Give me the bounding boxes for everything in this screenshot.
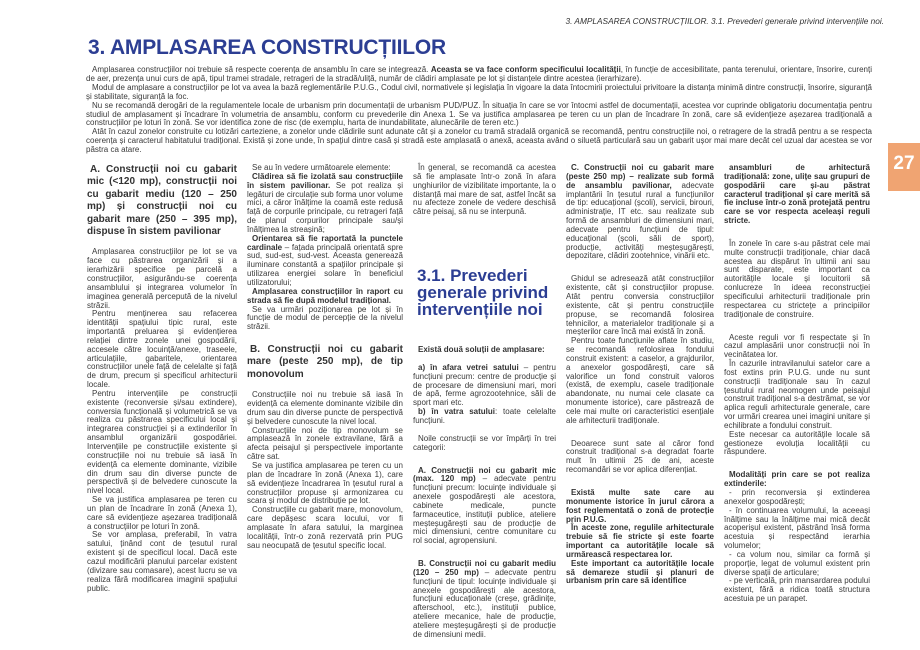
paragraph <box>724 577 870 604</box>
text-run: Construcțiile noi nu trebuie să iasă în evidență ca elemente dominante vizibile din drum sau din diverse puncte de perspectivă și belvedere cunoscute la nivel local. <box>247 390 403 426</box>
paragraph <box>724 507 870 551</box>
text-run: În zonele în care s-au păstrat cele mai multe construcții tradiționale, chiar dacă acestea au dispărut în ultimii ani sau sunt disparate, este important ca autoritățile locale și locuitorii să conlucreze în ideea reconstrucției specificului arhitecturii tradiționale prin respectarea cu strictețe a principiilor tradiționale de construire. <box>724 238 870 319</box>
paragraph <box>87 496 237 531</box>
paragraph <box>247 173 403 235</box>
bold-text: Este important ca autoritățile locale să demareze studii și planuri de urbanism prin care să identifice <box>566 558 714 586</box>
text-run: B. Construcții noi cu gabarit mare (peste 250 mp), de tip monovolum <box>247 344 403 380</box>
paragraph <box>247 235 403 288</box>
paragraph <box>724 360 870 431</box>
bold-text: Există multe sate care au monumente istorice în jurul cărora a fost reglementată o zonă de protecție prin P.U.G. <box>566 488 714 524</box>
text-run: – adecvate pentru funcțiuni precum: locuințe individuale și anexele gospodărești ale acestora, cabinete medicale, puncte farmaceutice, instituții publice, ateliere meșteșugărești sau de producție de mici dimensiuni, centre comunitare cu rol social, agropensiuni. <box>413 474 556 546</box>
text-run: Pentru menținerea sau refacerea identității spațiului tipic rural, este importantă preluarea și evidențierea relației dintre zonele unei gospodării, accesele către locuință/anexe, traseele, articulațiile, gabaritele, orientarea construcțiilor unele față de celelalte și față de drum, precum și specificul arhitecturii locale. <box>87 309 237 390</box>
paragraph <box>566 337 714 425</box>
text-run: Nu se recomandă derogări de la regulamentele locale de urbanism prin documentații de urbanism PUD/PUZ. În situația în care se vor întocmi astfel de documentații, acestea vor cuprinde obligatoriu documentația pentru studiul de amplasament și încadrare în volumetria de ansamblu, conform cu prevederile din Anexa 1. Se va justifica amplasarea pe teren cu un plan de încadrare în zonă, care să evidențieze așezarea tradițională a construcțiilor pe loturi în zonă. Se vor identifica zone de risc (de exemplu, harta de inundabilitate, alunecările de teren etc.) <box>86 100 872 128</box>
paragraph <box>87 310 237 390</box>
paragraph <box>247 306 403 333</box>
text-run: 3.1. Prevederi generale privind intervențiile noi <box>417 266 549 320</box>
paragraph <box>566 560 714 587</box>
text-run: Se vor amplasa, preferabil, în vatra satului, ținând cont de țesutul rural existent și de specificul local. Dacă este cazul modificării planului parcelar existent (divizare sau comasare), acest lucru se va realiza fără modificarea imaginii spațiului public. <box>87 530 237 593</box>
bold-text: Clădirea să fie izolată sau construcțiile în sistem pavilionar. <box>247 171 403 190</box>
bold-text: Amplasarea construcțiilor în raport cu strada să fie după modelul tradițional. <box>247 286 403 305</box>
text-run: În cazurile intravilanului satelor care a fost extins prin P.U.G. unde nu sunt construcții tradiționale sau în cazul țesutului rural neomogen unde peisajul construit tradițional s-a destrămat, se vor aplica reguli arhitecturale generale, care vor urmări crearea unei imagini unitare și echilibrate a fondului construit. <box>724 359 870 430</box>
paragraph <box>247 427 403 462</box>
text-run: Se au în vedere următoarele elemente: <box>252 163 391 172</box>
section-heading <box>247 344 403 381</box>
text-run: Se va justifica amplasarea pe teren cu un plan de încadrare în zonă (Anexa 1), care să evidențieze încadrarea în țesutul rural a construcțiilor propuse și armonizarea cu scara și modul de distribuție pe lot. <box>247 461 403 506</box>
text-run: – adecvate pentru funcțiuni de tipul: locuințe individuale și anexele gospodărești ale acestora, funcțiuni educaționale (creșe, grădinițe, afterschool, etc.), instituții publice, ateliere mecanice, hale de producție, ateliere meșteșugărești și de producție de dimensiuni medii. <box>413 567 556 639</box>
bold-text: Orientarea să fie raportată la punctele cardinale <box>247 233 403 252</box>
paragraph <box>247 506 403 550</box>
bold-text: Aceasta se va face conform specificului localității <box>430 65 621 74</box>
intro-paragraph <box>86 102 872 129</box>
paragraph <box>247 391 403 426</box>
text-run: – pentru funcțiuni precum: centre de producție și de procesare de dimensiuni mari, mori de apă, ferme agrozootehnice, săli de sport mari etc. <box>413 362 556 408</box>
text-column-1 <box>87 164 237 640</box>
text-run: ansambluri de arhitectură tradițională: zone, ulițe sau grupuri de gospodării care și-au păstrat caracterul tradițional și care merită să fie incluse într-o zonă protejată pentru care se vor respecta aceleași reguli stricte. <box>724 163 870 226</box>
bold-text: B. Construcții noi cu gabarit mediu (120 – 250 mp) <box>413 559 556 577</box>
subchapter-heading <box>417 267 556 318</box>
text-run: : toate celelalte funcțiuni. <box>413 407 557 425</box>
text-column-2 <box>247 164 403 640</box>
paragraph <box>566 440 714 475</box>
text-run: Atât în cazul zonelor construite cu lotizări carteziene, a zonelor unde clădirile sunt adunate cât și a zonelor cu tramă stradală organică se recomandă, pentru construcțiile noi, o retragere de la stradă pentru a se respecta coerența și caracterul habitatului tradițional. Există și zone unde, în spațiul dintre casă și stradă este amplasată o anexă, aceasta având o siluetă particulară sau un gabarit ușor mai mare decât cel uzual dar acestea se vor păstra ca atare. <box>86 127 872 155</box>
paragraph <box>413 467 556 547</box>
text-run: Pentru toate funcțiunile aflate în studiu, se recomandă refolosirea fondului construit existent: a caselor, a grajdurilor, a anexelor gospodărești, care să valorifice un fond construit valoros (există, de exemplu, casele tradiționale abandonate, nu numai cele clasate ca monumente istorice), care păstrează de cele mai multe ori caracteristici esențiale ale arhitecturii tradiționale. <box>566 336 714 425</box>
intro-paragraph <box>86 84 872 102</box>
text-run: Amplasarea construcțiilor pe lot se va face cu păstrarea organizării și a ierarhizării specifice pe parcelă a construcțiilor, asigurându-se coerența ansamblului și integrarea volumelor în imaginea generală percepută de la nivelul străzii. <box>87 247 237 310</box>
text-run: A. Construcții noi cu gabarit mic (<120 mp), construcții noi cu gabarit mediu (120 – 250 mp) și construcții noi cu gabarit mare (250 – 395 mp), dispuse în sistem pavilionar <box>87 164 237 238</box>
intro-text <box>86 66 872 155</box>
paragraph <box>566 524 714 559</box>
bold-text: C. Construcții noi cu gabarit mare (peste 250 mp) – realizate sub formă de ansamblu pavilionar, <box>566 163 714 190</box>
paragraph <box>247 462 403 506</box>
text-run: - în continuarea volumului, la aceeași înălțime sau la înălțime mai mică decât acoperișul existent, păstrând însă forma acestuia și respectând ierarhia volumelor; <box>724 505 870 551</box>
paragraph <box>566 275 714 337</box>
text-run: - prin reconversia și extinderea anexelor gospodărești; <box>724 488 870 506</box>
bold-text: Modalități prin care se pot realiza extinderile: <box>724 470 870 489</box>
text-run: , în funcție de accesibilitate, panta terenului, orientare, însorire, curenți de aer, prezența unui curs de apă, tipul tramei stradale, retrageri de la stradă/uliță, număr de clădiri amplasate pe lot și distanțele dintre acestea (ierarhizare). <box>86 65 872 83</box>
text-run: Noile construcții se vor împărți în trei categorii: <box>413 433 556 452</box>
text-run: adecvate implantării în țesutul rural a funcțiunilor de tip: educațional (școli), servicii, birouri, administrație, IT etc. sau realizate sub formă de ansambluri de dimensiuni mari, adecvate pentru funcțiuni de tipul: educațional (școli, săli de sport), producție, activități meșteșugărești, depozitare, clădiri zootehnice, vinării etc. <box>566 180 714 261</box>
intro-paragraph <box>86 66 872 84</box>
text-run: - ca volum nou, similar ca formă și proporție, legat de volumul existent prin diverse spații de articulare; <box>724 549 870 577</box>
text-column-3 <box>413 164 556 640</box>
text-column-5 <box>724 164 870 640</box>
page-number-tab <box>888 143 920 191</box>
text-run: Ghidul se adresează atât construcțiilor existente, cât și construcțiilor propuse. Atât pentru conversia construcțiilor existente, cât și pentru construcțiile propuse, se recomandă folosirea tehnicilor, a materialelor tradiționale și a meșterilor care încă mai există în zonă. <box>566 274 714 337</box>
text-run: Se pot realiza și legături de circulație sub forma unor volume mici, a căror înălțime la coamă este redusă față de corpurile principale, cu retrageri față de planul corpurilor principale sau/și înălțimea la streașină; <box>247 180 403 234</box>
bold-text: A. Construcții noi cu gabarit mic (max. 120 mp) <box>413 465 556 484</box>
text-run: Se va urmări poziționarea pe lot și în funcție de modul de percepție de la nivelul străzii. <box>247 304 403 332</box>
bold-paragraph <box>724 164 870 226</box>
text-run: Pentru intervențiile pe construcții existente (reconversie și/sau extindere), conversia funcțională și volumetrică se va realiza cu păstrarea specificului local și integrarea construcției și a extinderilor în ansamblul organizării gospodăriei. Intervențiile pe construcțiile existente și construcțiile noi nu trebuie să iasă în evidență ca elemente dominante, vizibile din drum sau din diverse puncte de perspectivă și de belvedere cunoscute la nivel local. <box>87 388 237 496</box>
paragraph <box>413 560 556 640</box>
paragraph <box>724 334 870 361</box>
text-run: Construcțiile cu gabarit mare, monovolum, care depășesc scara locului, vor fi amplasate în afara satului, la marginea localității, într-o zonă rezervată prin PUG sau neocupată de țesutul specific local. <box>247 505 403 550</box>
text-run: Deoarece sunt sate al căror fond construit tradițional s-a degradat foarte mult în ultimii 25 de ani, aceste recomandări se vor aplica diferențiat. <box>566 438 714 475</box>
bold-text: b) în vatra satului <box>418 407 496 417</box>
paragraph <box>724 431 870 458</box>
paragraph <box>413 364 556 408</box>
paragraph <box>413 408 556 426</box>
paragraph <box>87 531 237 593</box>
paragraph <box>247 288 403 306</box>
running-header: 3. AMPLASAREA CONSTRUCȚIILOR. 3.1. Prevederi generale privind intervențiile noi. <box>565 16 884 26</box>
page-title: 3. AMPLASAREA CONSTRUCȚIILOR <box>88 36 447 59</box>
text-run: Este necesar ca autoritățile locale să gestioneze evoluția localității cu răspundere. <box>724 429 870 457</box>
paragraph <box>566 164 714 261</box>
text-run: Există două soluții de amplasare: <box>418 345 545 355</box>
text-run: - pe verticală, prin mansardarea podului existent, fără a ridica toată structura acestuia pe un parapet. <box>724 576 870 604</box>
paragraph <box>413 435 556 453</box>
text-run: Construcțiile noi de tip monovolum se amplasează în zonele extravilane, fără a afecta peisajul și perspectivele importante către sat. <box>247 425 403 462</box>
text-run: În general, se recomandă ca acestea să fie amplasate într-o zonă în afara unghiurilor de vizibilitate importante, la o distanță mai mare de sat, astfel încât sa nu afecteze zonele de vedere deschisă către peisaj, să nu se interpună. <box>413 163 556 217</box>
paragraph <box>724 551 870 578</box>
bold-paragraph <box>413 346 556 355</box>
intro-paragraph <box>86 128 872 155</box>
body-columns <box>87 164 873 640</box>
page-number: 27 <box>893 153 915 174</box>
text-run: Amplasarea construcțiilor noi trebuie să respecte coerența de ansamblu în care se integrează. <box>92 65 431 74</box>
paragraph <box>566 489 714 524</box>
list-heading <box>724 471 870 489</box>
text-run: Modul de amplasare a construcțiilor pe lot va avea la bază reglementările P.U.G., Codul civil, normativele și legislația în vigoare la data întocmirii proiectului privitoare la distanța minimă dintre construcții, însorire, siguranță și stabilitate, siguranță la foc. <box>86 82 872 101</box>
bold-text: a) în afara vetrei satului <box>418 362 519 372</box>
paragraph <box>724 240 870 320</box>
text-run: – fațada principală orientată spre sud, sud-est, sud-vest. Aceasta generează iluminare constantă a spațiilor principale și utilizarea energiei solare în beneficiul utilizatorului; <box>247 242 403 287</box>
text-run: Aceste reguli vor fi respectate și în cazul amplasării unor construcții noi în vecinătatea lor. <box>724 332 870 360</box>
paragraph <box>413 164 556 217</box>
text-column-4 <box>566 164 714 640</box>
paragraph <box>724 489 870 507</box>
bold-text: În aceste zone, regulile arhitecturale trebuie să fie stricte și este foarte important ca autoritățile locale să urmărească respectarea lor. <box>566 523 714 559</box>
paragraph <box>87 248 237 310</box>
paragraph <box>87 390 237 496</box>
text-run: Se va justifica amplasarea pe teren cu un plan de încadrare în zonă (Anexa 1), care să evidențieze așezarea tradițională a construcțiilor pe loturi în zonă. <box>87 495 237 531</box>
section-heading <box>87 164 237 238</box>
